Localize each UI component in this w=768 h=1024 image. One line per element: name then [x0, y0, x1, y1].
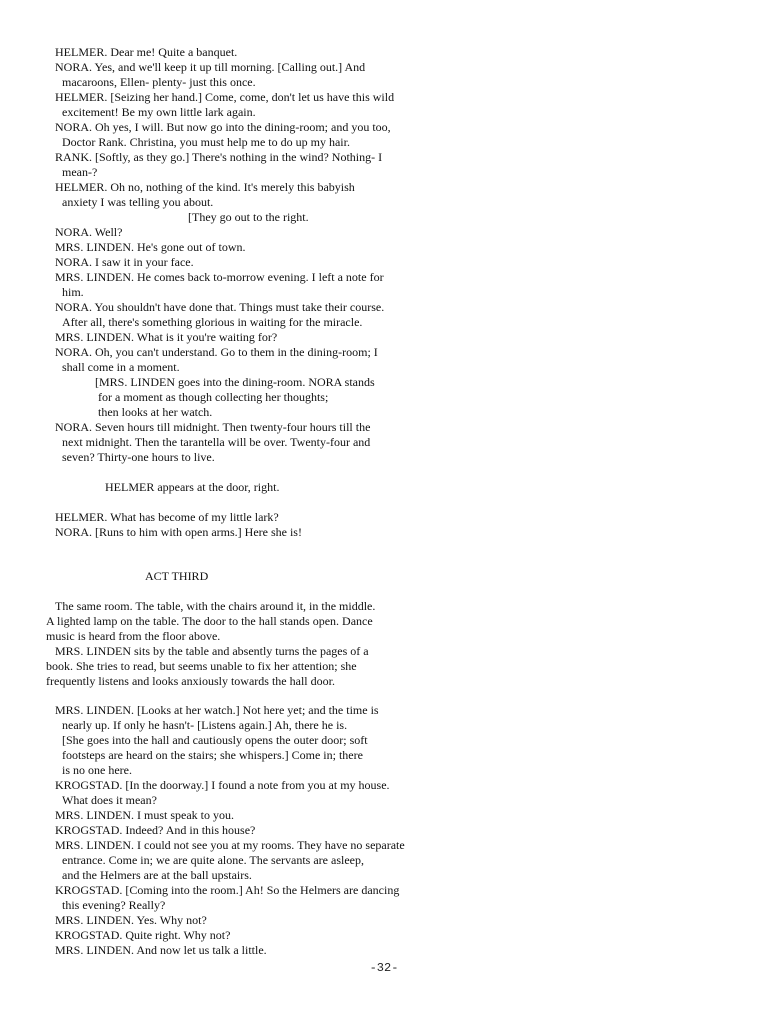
- text-line: nearly up. If only he hasn't- [Listens again.] Ah, there he is.: [62, 718, 348, 732]
- text-line: anxiety I was telling you about.: [62, 195, 214, 209]
- text-line: HELMER. [Seizing her hand.] Come, come, don't let us have this wild: [55, 90, 395, 104]
- text-line: Doctor Rank. Christina, you must help me to do up my hair.: [62, 135, 350, 149]
- text-line: MRS. LINDEN. I could not see you at my rooms. They have no separate: [55, 838, 405, 852]
- act-heading: ACT THIRD: [145, 569, 209, 583]
- text-line: is no one here.: [62, 763, 132, 777]
- text-line: [They go out to the right.: [188, 210, 309, 224]
- text-line: MRS. LINDEN. [Looks at her watch.] Not here yet; and the time is: [55, 703, 379, 717]
- text-line: HELMER. Dear me! Quite a banquet.: [55, 45, 238, 59]
- text-line: mean-?: [62, 165, 98, 179]
- text-line: shall come in a moment.: [62, 360, 180, 374]
- text-line: and the Helmers are at the ball upstairs.: [62, 868, 252, 882]
- text-line: KROGSTAD. Indeed? And in this house?: [55, 823, 256, 837]
- text-line: MRS. LINDEN. And now let us talk a little.: [55, 943, 267, 957]
- text-line: macaroons, Ellen- plenty- just this once.: [62, 75, 256, 89]
- text-line: footsteps are heard on the stairs; she whispers.] Come in; there: [62, 748, 363, 762]
- text-line: After all, there's something glorious in waiting for the miracle.: [62, 315, 363, 329]
- text-line: NORA. You shouldn't have done that. Things must take their course.: [55, 300, 385, 314]
- text-line: MRS. LINDEN. I must speak to you.: [55, 808, 234, 822]
- text-line: KROGSTAD. [Coming into the room.] Ah! So the Helmers are dancing: [55, 883, 400, 897]
- text-line: music is heard from the floor above.: [46, 629, 221, 643]
- text-line: entrance. Come in; we are quite alone. The servants are asleep,: [62, 853, 364, 867]
- page-number: -32-: [369, 961, 399, 975]
- text-line: book. She tries to read, but seems unable to fix her attention; she: [46, 659, 357, 673]
- text-line: NORA. Yes, and we'll keep it up till morning. [Calling out.] And: [55, 60, 366, 74]
- text-line: for a moment as though collecting her thoughts;: [98, 390, 329, 404]
- text-line: KROGSTAD. Quite right. Why not?: [55, 928, 231, 942]
- text-line: MRS. LINDEN sits by the table and absently turns the pages of a: [55, 644, 369, 658]
- text-line: NORA. Oh yes, I will. But now go into the dining-room; and you too,: [55, 120, 391, 134]
- text-line: HELMER. What has become of my little lark?: [55, 510, 279, 524]
- text-line: KROGSTAD. [In the doorway.] I found a note from you at my house.: [55, 778, 390, 792]
- text-line: NORA. Oh, you can't understand. Go to them in the dining-room; I: [55, 345, 378, 359]
- text-line: NORA. [Runs to him with open arms.] Here she is!: [55, 525, 302, 539]
- text-line: NORA. I saw it in your face.: [55, 255, 194, 269]
- text-line: frequently listens and looks anxiously towards the hall door.: [46, 674, 335, 688]
- text-line: NORA. Seven hours till midnight. Then twenty-four hours till the: [55, 420, 371, 434]
- text-line: him.: [62, 285, 84, 299]
- text-line: HELMER. Oh no, nothing of the kind. It's merely this babyish: [55, 180, 355, 194]
- text-line: The same room. The table, with the chairs around it, in the middle.: [55, 599, 376, 613]
- text-line: A lighted lamp on the table. The door to the hall stands open. Dance: [46, 614, 373, 628]
- text-line: then looks at her watch.: [98, 405, 213, 419]
- text-line: seven? Thirty-one hours to live.: [62, 450, 215, 464]
- text-line: next midnight. Then the tarantella will be over. Twenty-four and: [62, 435, 371, 449]
- text-line: [MRS. LINDEN goes into the dining-room. NORA stands: [95, 375, 375, 389]
- text-line: RANK. [Softly, as they go.] There's nothing in the wind? Nothing- I: [55, 150, 383, 164]
- text-line: NORA. Well?: [55, 225, 123, 239]
- text-line: MRS. LINDEN. He comes back to-morrow evening. I left a note for: [55, 270, 384, 284]
- text-line: MRS. LINDEN. What is it you're waiting for?: [55, 330, 278, 344]
- text-line: this evening? Really?: [62, 898, 166, 912]
- text-line: HELMER appears at the door, right.: [105, 480, 280, 494]
- text-line: excitement! Be my own little lark again.: [62, 105, 256, 119]
- text-line: [She goes into the hall and cautiously opens the outer door; soft: [62, 733, 368, 747]
- text-line: What does it mean?: [62, 793, 157, 807]
- text-line: MRS. LINDEN. Yes. Why not?: [55, 913, 207, 927]
- text-line: MRS. LINDEN. He's gone out of town.: [55, 240, 246, 254]
